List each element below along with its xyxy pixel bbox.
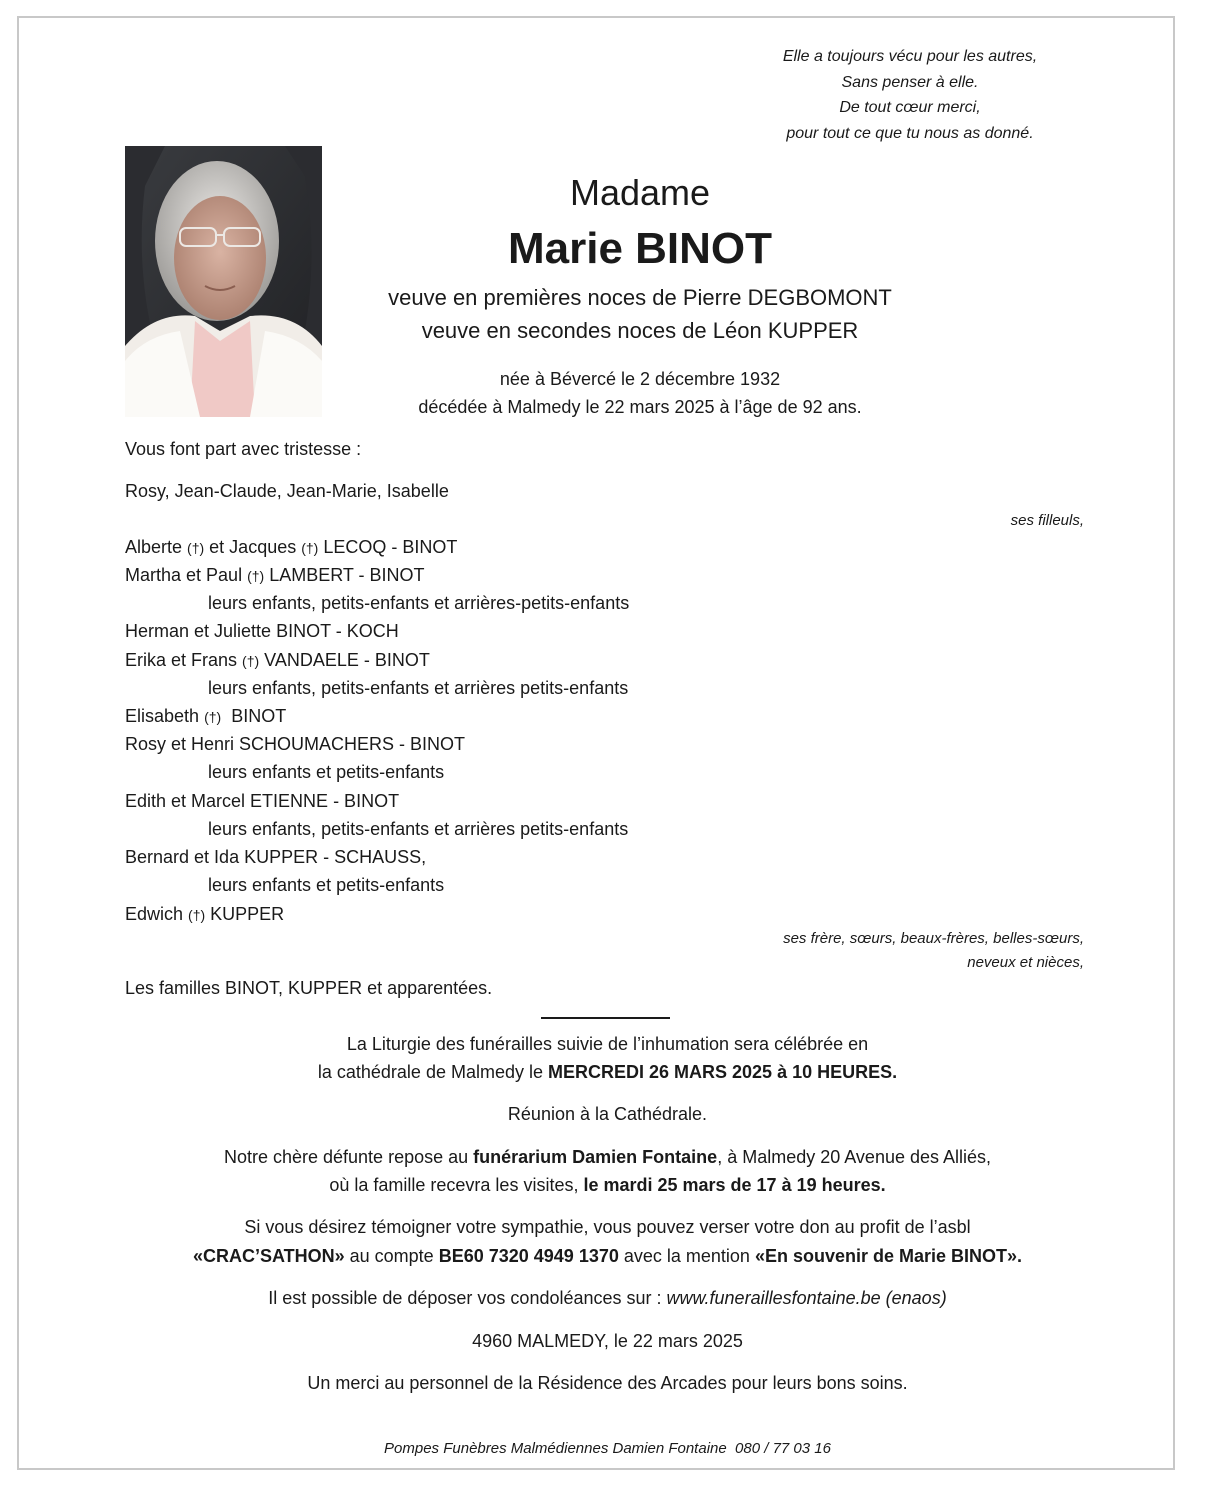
siblings-role: ses frère, sœurs, beaux-frères, belles-sœurs, [783,930,1084,947]
meeting-line: Réunion à la Cathédrale. [507,1104,708,1124]
intro-text: Vous font part avec tristesse : [125,439,362,459]
death-line: décédée à Malmedy le 22 mars 2025 à l’âge de 92 ans. [418,397,862,417]
portrait-photo [125,146,322,417]
family-line: Rosy et Henri SCHOUMACHERS - BINOT [125,734,466,754]
funerarium-line-2: où la famille recevra les visites, le mardi 25 mars de 17 à 19 heures. [329,1175,886,1195]
family-line: Bernard et Ida KUPPER - SCHAUSS, [125,847,427,867]
condolences-line: Il est possible de déposer vos condoléances sur : www.funeraillesfontaine.be (enaos) [268,1288,947,1308]
cross-icon: (†) [247,568,265,584]
family-line: Edwich (†) KUPPER [125,904,285,924]
donation-line-1: Si vous désirez témoigner votre sympathie, vous pouvez verser votre don au profit de l’asbl [244,1217,971,1237]
poem [640,44,1180,146]
liturgy-line-1: La Liturgie des funérailles suivie de l’inhumation sera célébrée en [346,1034,869,1054]
cross-icon: (†) [242,653,260,669]
footer: Pompes Funèbres Malmédiennes Damien Fontaine 080 / 77 03 16 [384,1440,831,1457]
family-line: Edith et Marcel ETIENNE - BINOT [125,791,400,811]
family-line: Herman et Juliette BINOT - KOCH [125,621,399,641]
separator [541,1017,670,1019]
family-subline: leurs enfants, petits-enfants et arrières petits-enfants [208,678,629,698]
cross-icon: (†) [204,709,222,725]
cross-icon: (†) [187,540,205,556]
salutation: Madame [569,172,711,213]
widow-second: veuve en secondes noces de Léon KUPPER [421,318,859,343]
poem-line: Sans penser à elle. [841,73,979,91]
donation-line-2: «CRAC’SATHON» au compte BE60 7320 4949 1370 avec la mention «En souvenir de Marie BINOT». [192,1246,1023,1266]
family-subline: leurs enfants, petits-enfants et arrières-petits-enfants [208,593,630,613]
family-subline: leurs enfants et petits-enfants [208,875,445,895]
widow-first: veuve en premières noces de Pierre DEGBOMONT [388,285,892,310]
family-line: Alberte (†) et Jacques (†) LECOQ - BINOT [125,537,458,557]
funerarium-line-1: Notre chère défunte repose au funérarium Damien Fontaine, à Malmedy 20 Avenue des Alliés, [223,1147,992,1167]
poem-line: Elle a toujours vécu pour les autres, [782,48,1038,65]
family-line: Elisabeth (†) BINOT [125,706,287,726]
cross-icon: (†) [301,540,319,556]
family-subline: leurs enfants, petits-enfants et arrières petits-enfants [208,819,629,839]
deceased-name: Marie BINOT [507,224,773,273]
liturgy-line-2: la cathédrale de Malmedy le MERCREDI 26 MARS 2025 à 10 HEURES. [317,1062,898,1082]
condolences-link[interactable]: www.funeraillesfontaine.be (enaos) [666,1288,947,1308]
poem-line: De tout cœur merci, [839,99,981,116]
family-line: Martha et Paul (†) LAMBERT - BINOT [125,565,425,585]
siblings-role-2: neveux et nièces, [967,954,1084,971]
godchildren-role: ses filleuls, [1010,512,1084,529]
godchildren-names: Rosy, Jean-Claude, Jean-Marie, Isabelle [125,481,449,501]
family-line: Erika et Frans (†) VANDAELE - BINOT [125,650,430,670]
thanks-line: Un merci au personnel de la Résidence des Arcades pour leurs bons soins. [307,1373,908,1393]
poem-line: pour tout ce que tu nous as donné. [786,124,1034,142]
families-line: Les familles BINOT, KUPPER et apparentées. [125,978,493,998]
cross-icon: (†) [188,907,206,923]
birth-line: née à Bévercé le 2 décembre 1932 [499,369,781,389]
family-subline: leurs enfants et petits-enfants [208,762,445,782]
place-date: 4960 MALMEDY, le 22 mars 2025 [472,1331,743,1351]
